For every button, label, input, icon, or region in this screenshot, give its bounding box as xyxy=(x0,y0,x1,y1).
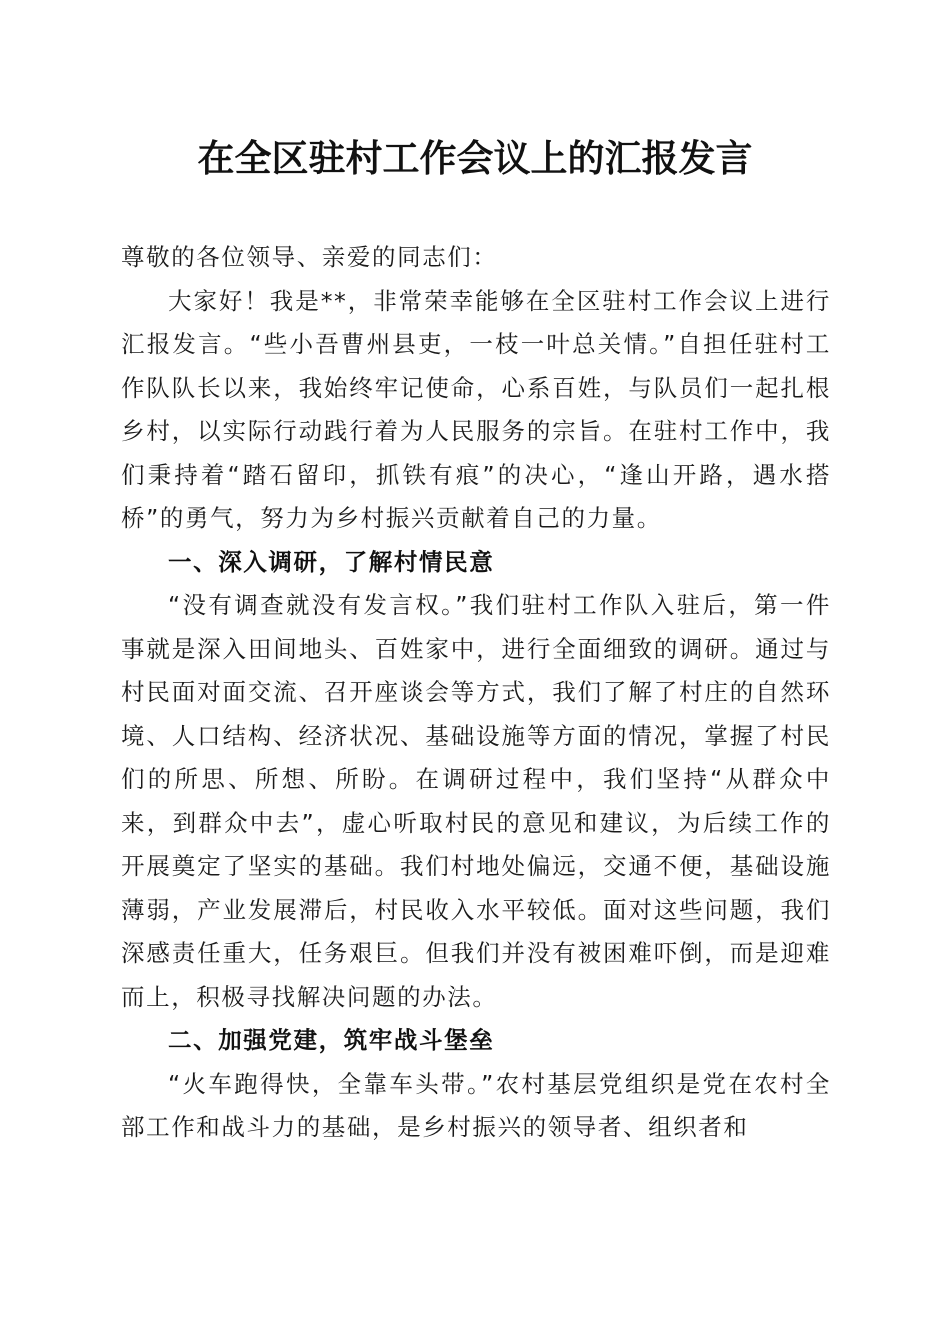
section-heading-research: 一、深入调研，了解村情民意 xyxy=(168,547,495,576)
intro-paragraph: 大家好！我是**，非常荣幸能够在全区驻村工作会议上进行汇报发言。“些小吾曹州县吏，一枝一叶总关情。”自担任驻村工作队队长以来，我始终牢记使命，心系百姓，与队员们一起扎根乡村，以实际行动践行着为人民服务的宗旨。在驻村工作中，我们秉持着“踏石留印，抓铁有痕”的决心，“逢山开路，遇水搭桥”的勇气，努力为乡村振兴贡献着自己的力量。 xyxy=(121,286,831,532)
salutation: 尊敬的各位领导、亲爱的同志们： xyxy=(121,243,498,271)
section-heading-party-building: 二、加强党建，筑牢战斗堡垒 xyxy=(168,1026,495,1054)
section-paragraph-research: “没有调查就没有发言权。”我们驻村工作队入驻后，第一件事就是深入田间地头、百姓家中，进行全面细致的调研。通过与村民面对面交流、召开座谈会等方式，我们了解了村庄的自然环境、人口结构、经济状况、基础设施等方面的情况，掌握了村民们的所思、所想、所盼。在调研过程中，我们坚持“从群众中来，到群众中去”，虚心听取村民的意见和建议，为后续工作的开展奠定了坚实的基础。我们村地处偏远，交通不便，基础设施薄弱，产业发展滞后，村民收入水平较低。面对这些问题，我们深感责任重大，任务艰巨。但我们并没有被困难吓倒，而是迎难而上，积极寻找解决问题的办法。 xyxy=(121,591,831,1011)
document-body xyxy=(121,236,831,1150)
section-paragraph-party-building: “火车跑得快，全靠车头带。”农村基层党组织是党在农村全部工作和战斗力的基础，是乡村振兴的领导者、组织者和 xyxy=(121,1069,831,1141)
document-title: 在全区驻村工作会议上的汇报发言 xyxy=(197,136,753,180)
